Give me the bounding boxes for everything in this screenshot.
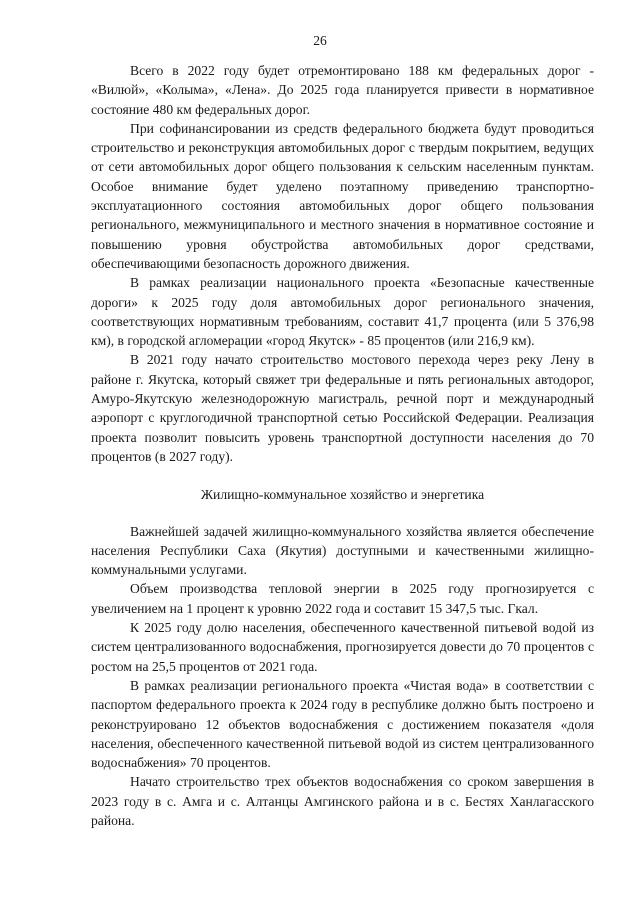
page-number: 26 <box>313 33 327 48</box>
paragraph: Начато строительство трех объектов водоснабжения со сроком завершения в 2023 году в с. Амга и с. Алтанцы Амгинского района и в с. Бестях Ханлагасского района. <box>91 774 594 828</box>
paragraph: Объем производства тепловой энергии в 2025 году прогнозируется с увеличением на 1 процент к уровню 2022 года и составит 15 347,5 тыс. Гкал. <box>91 581 594 616</box>
paragraph: При софинансировании из средств федерального бюджета будут проводиться строительство и реконструкция автомобильных дорог с твердым покрытием, ведущих от сети автомобильных дорог общего пользования к сельским населенным пунктам. Особое внимание будет уделено поэтапному приведению транспортно-эксплуатационного состояния автомобильных дорог общего пользования регионального, межмуниципального и местного значения в нормативное состояние и повышению уровня обустройства автомобильных дорог средствами, обеспечивающими безопасность дорожного движения. <box>91 120 594 271</box>
paragraph: В 2021 году начато строительство мостового перехода через реку Лену в районе г. Якутска, который свяжет три федеральные и пять региональных автодорог, Амуро-Якутскую железнодорожную магистраль, речной порт и международный аэропорт с круглогодичной транспортной сетью Российской Федерации. Реализация проекта позволит повысить уровень транспортной доступности населения до 70 процентов (в 2027 году). <box>91 352 594 464</box>
paragraph: Важнейшей задачей жилищно-коммунального хозяйства является обеспечение населения Республики Саха (Якутия) доступными и качественными жилищно-коммунальными услугами. <box>91 523 594 578</box>
section-heading: Жилищно-коммунальное хозяйство и энергетика <box>200 487 485 503</box>
paragraph: К 2025 году долю населения, обеспеченного качественной питьевой водой из систем централизованного водоснабжения, прогнозируется довести до 70 процентов с ростом на 25,5 процентов от 2021 года. <box>91 620 594 674</box>
paragraph: В рамках реализации регионального проекта «Чистая вода» в соответствии с паспортом федерального проекта к 2024 году в республике должно быть построено и реконструировано 12 объектов водоснабжения с достижением показателя «доля населения, обеспеченного качественной питьевой водой из систем централизованного водоснабжения» 70 процентов. <box>91 677 594 771</box>
document-body <box>91 61 594 830</box>
paragraph: Всего в 2022 году будет отремонтировано 188 км федеральных дорог - «Вилюй», «Колыма», «Лена». До 2025 года планируется привести в нормативное состояние 480 км федеральных дорог. <box>91 63 594 117</box>
paragraph: В рамках реализации национального проекта «Безопасные качественные дороги» к 2025 году доля автомобильных дорог регионального значения, соответствующих нормативным требованиям, составит 41,7 процента (или 5 376,98 км), в городской агломерации «город Якутск» - 85 процентов (или 216,9 км). <box>91 275 594 349</box>
